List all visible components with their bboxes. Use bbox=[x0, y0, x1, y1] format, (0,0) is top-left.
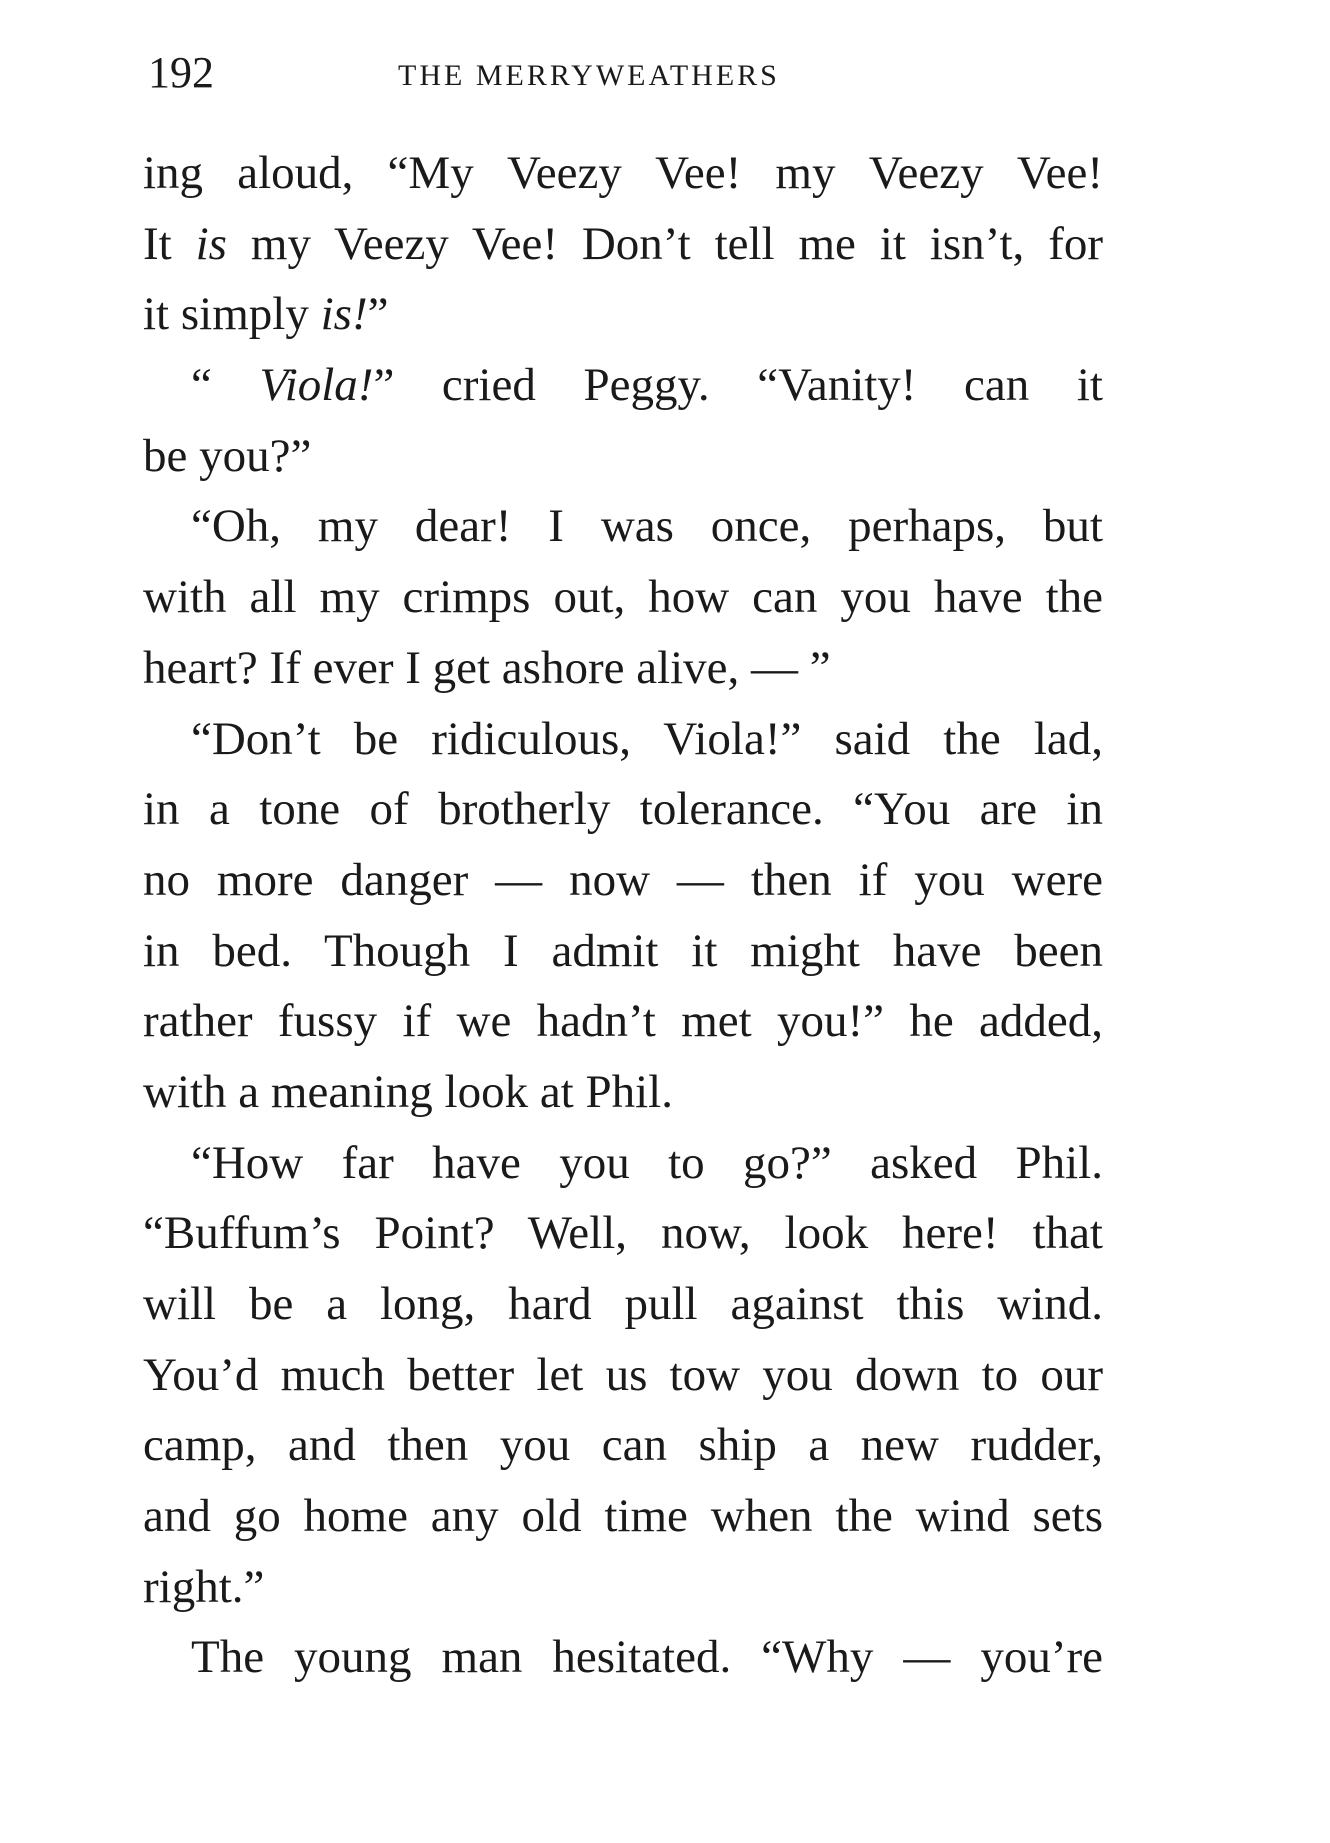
text-segment: with all my crimps out, how can you have the bbox=[143, 571, 1103, 624]
italic-text: is bbox=[195, 217, 227, 270]
text-line bbox=[143, 1481, 1103, 1552]
text-line bbox=[143, 1340, 1103, 1411]
running-title: THE MERRYWEATHERS bbox=[398, 59, 780, 92]
text-segment: “Oh, my dear! I was once, perhaps, but bbox=[191, 500, 1103, 553]
text-line bbox=[143, 1057, 1103, 1128]
running-head bbox=[148, 48, 1108, 98]
text-line bbox=[143, 491, 1103, 562]
text-line bbox=[143, 1410, 1103, 1481]
text-segment: will be a long, hard pull against this wind. bbox=[143, 1278, 1103, 1330]
text-line bbox=[143, 279, 1103, 350]
text-line bbox=[143, 1269, 1103, 1340]
text-line bbox=[143, 421, 1103, 492]
text-segment: “Buffum’s Point? Well, now, look here! that bbox=[143, 1207, 1103, 1260]
text-segment: camp, and then you can ship a new rudder, bbox=[143, 1419, 1103, 1472]
text-line bbox=[143, 774, 1103, 845]
text-segment: rather fussy if we hadn’t met you!” he added, bbox=[143, 995, 1103, 1048]
text-line bbox=[143, 704, 1103, 775]
text-line bbox=[143, 986, 1103, 1057]
text-line bbox=[143, 916, 1103, 987]
text-line bbox=[143, 1128, 1103, 1199]
italic-text: is! bbox=[320, 288, 368, 341]
text-line bbox=[143, 1552, 1103, 1623]
text-line bbox=[143, 350, 1103, 421]
text-segment: “How far have you to go?” asked Phil. bbox=[191, 1136, 1103, 1189]
text-segment: The young man hesitated. “Why — you’re bbox=[191, 1631, 1103, 1684]
text-line bbox=[143, 562, 1103, 633]
text-segment: ” bbox=[367, 288, 389, 341]
italic-text: Viola! bbox=[259, 359, 374, 412]
text-segment: my Veezy Vee! Don’t tell me it isn’t, for bbox=[226, 217, 1103, 270]
text-segment: in bed. Though I admit it might have been bbox=[143, 924, 1103, 977]
text-segment: You’d much better let us tow you down to our bbox=[143, 1348, 1103, 1401]
body-text bbox=[143, 138, 1103, 1693]
text-line bbox=[143, 633, 1103, 704]
text-segment: right.” bbox=[143, 1560, 265, 1613]
text-segment: in a tone of brotherly tolerance. “You are in bbox=[143, 783, 1103, 836]
text-line bbox=[143, 138, 1103, 209]
text-segment: no more danger — now — then if you were bbox=[143, 853, 1103, 906]
text-segment: and go home any old time when the wind sets bbox=[143, 1490, 1103, 1543]
text-line bbox=[143, 209, 1103, 280]
text-segment: It bbox=[143, 217, 196, 270]
text-segment: “Don’t be ridiculous, Viola!” said the lad, bbox=[191, 712, 1103, 765]
text-line bbox=[143, 845, 1103, 916]
text-segment: ing aloud, “My Veezy Vee! my Veezy Vee! bbox=[143, 147, 1103, 199]
text-segment: heart? If ever I get ashore alive, — ” bbox=[143, 641, 831, 694]
text-line bbox=[143, 1198, 1103, 1269]
text-line bbox=[143, 1622, 1103, 1693]
text-segment: ” cried Peggy. “Vanity! can it bbox=[373, 359, 1103, 412]
page-number: 192 bbox=[148, 48, 214, 97]
text-segment: “ bbox=[191, 359, 260, 412]
text-segment: be you?” bbox=[143, 429, 312, 482]
text-segment: it simply bbox=[143, 288, 321, 341]
text-segment: with a meaning look at Phil. bbox=[143, 1065, 673, 1118]
